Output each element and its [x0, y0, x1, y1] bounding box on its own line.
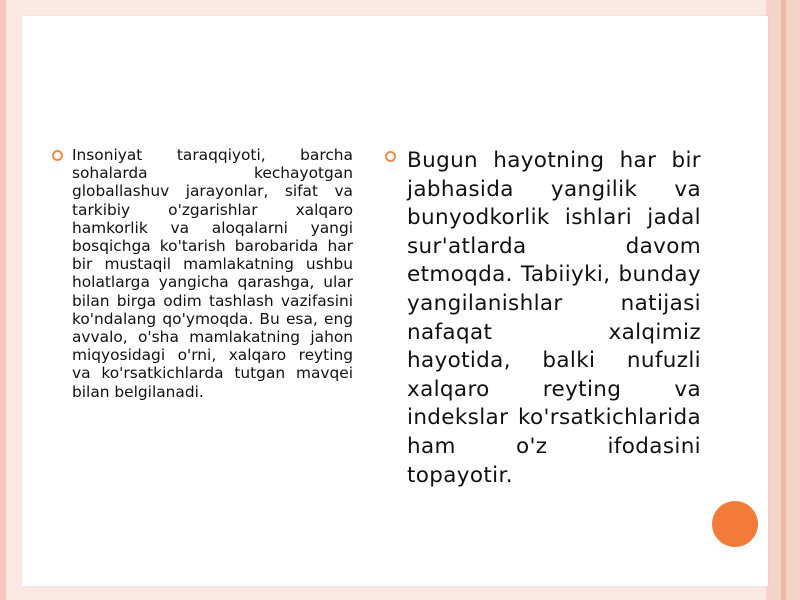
bullet-icon — [52, 150, 63, 161]
left-edge-decoration — [0, 0, 6, 600]
orange-circle-icon — [712, 501, 758, 547]
right-strip-line — [781, 0, 786, 600]
slide-content — [22, 16, 768, 586]
right-strip-decoration — [766, 0, 800, 600]
bullet-icon — [385, 151, 396, 162]
left-column-text: Insoniyat taraqqiyoti, barcha sohalarda kechayotgan globallashuv jarayonlar, sifat va tarkibiy o'zgarishlar xalqaro hamkorlik va aloqalarni yangi bosqichga ko'tarish barobarida har bir mustaqil mamlakatning ushbu holatlarga yangicha qarashga, ular bilan birga odim tashlash vazifasini ko'ndalang qo'ymoqda. Bu esa, eng avvalo, o'sha mamlakatning jahon miqyosidagi o'rni, xalqaro reyting va ko'rsatkichlarda tutgan mavqei bilan belgilanadi. — [72, 146, 353, 401]
right-column-text: Bugun hayotning har bir jabhasida yangilik va bunyodkorlik ishlari jadal sur'atlarda davom etmoqda. Tabiiyki, bunday yangilanishlar natijasi nafaqat xalqimiz hayotida, balki nufuzli xalqaro reyting va indekslar ko'rsatkichlarida ham o'z ifodasini topayotir. — [407, 148, 701, 488]
